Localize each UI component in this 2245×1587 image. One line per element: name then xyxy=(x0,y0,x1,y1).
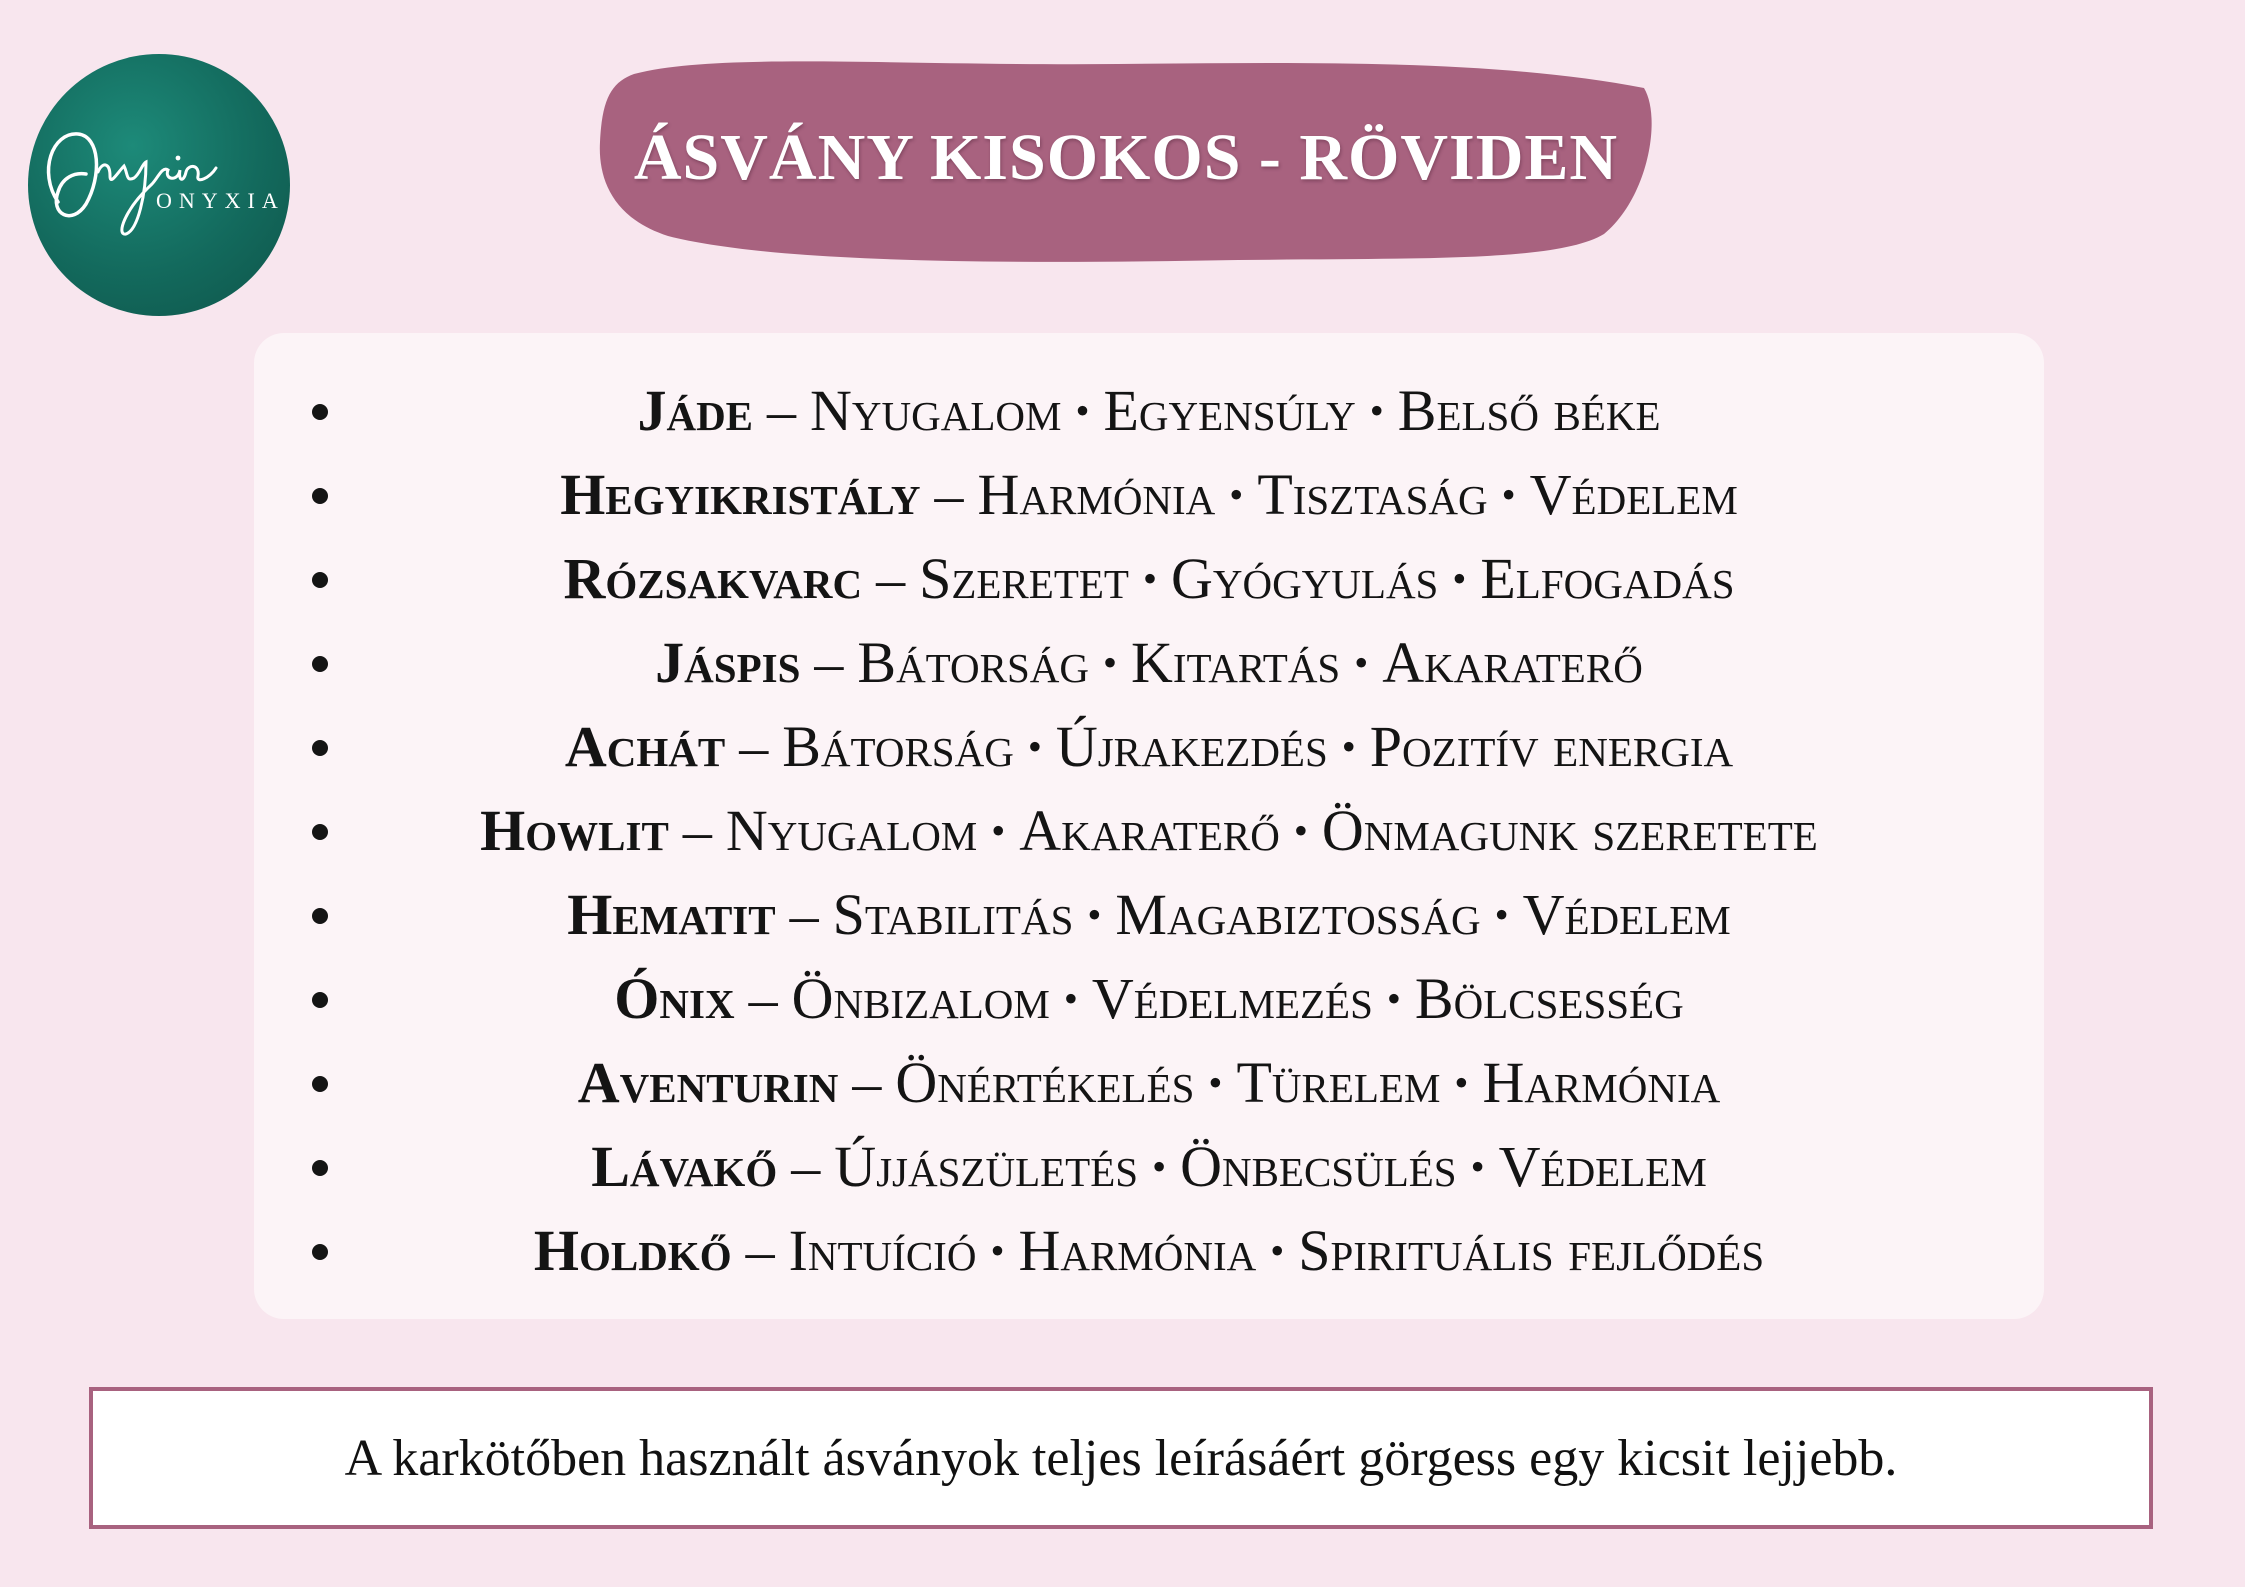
mineral-name: Jáspis xyxy=(655,629,801,695)
dash-separator: – xyxy=(682,797,712,863)
mineral-trait: Stabilitás xyxy=(832,881,1074,947)
mineral-trait: Akaraterő xyxy=(1382,629,1643,695)
trait-dot: • xyxy=(1087,891,1102,937)
mineral-row xyxy=(254,788,2044,872)
logo-subtitle: ONYXIA xyxy=(156,188,285,213)
mineral-trait: Védelem xyxy=(1498,1133,1707,1199)
mineral-name: Rózsakvarc xyxy=(563,545,863,611)
mineral-trait: Védelmezés xyxy=(1091,965,1373,1031)
dash-separator: – xyxy=(745,1217,775,1283)
mineral-name: Hematit xyxy=(567,881,776,947)
bullet-icon xyxy=(312,488,328,504)
trait-dot: • xyxy=(1208,1059,1223,1105)
mineral-trait: Szeretet xyxy=(919,545,1129,611)
mineral-trait: Elfogadás xyxy=(1480,545,1735,611)
trait-dot: • xyxy=(1501,471,1516,517)
trait-dot: • xyxy=(990,1227,1005,1273)
trait-dot: • xyxy=(1229,471,1244,517)
mineral-name: Holdkő xyxy=(533,1217,732,1283)
trait-dot: • xyxy=(1075,387,1090,433)
trait-dot: • xyxy=(1270,1227,1285,1273)
mineral-name: Jáde xyxy=(637,377,754,443)
dash-separator: – xyxy=(748,965,778,1031)
bullet-icon xyxy=(312,656,328,672)
mineral-trait: Bátorság xyxy=(782,713,1014,779)
mineral-trait: Spirituális fejlődés xyxy=(1298,1217,1765,1283)
trait-dot: • xyxy=(991,807,1006,853)
trait-dot: • xyxy=(1341,723,1356,769)
mineral-trait: Türelem xyxy=(1236,1049,1441,1115)
trait-dot: • xyxy=(1142,555,1157,601)
mineral-trait: Újjászületés xyxy=(834,1133,1139,1199)
mineral-trait: Harmónia xyxy=(1018,1217,1257,1283)
mineral-trait: Akaraterő xyxy=(1019,797,1280,863)
mineral-trait: Harmónia xyxy=(977,461,1216,527)
mineral-trait: Nyugalom xyxy=(810,377,1062,443)
mineral-row xyxy=(254,1040,2044,1124)
mineral-row xyxy=(254,536,2044,620)
mineral-trait: Bölcsesség xyxy=(1414,965,1684,1031)
trait-dot: • xyxy=(1063,975,1078,1021)
trait-dot: • xyxy=(1293,807,1308,853)
bullet-icon xyxy=(312,824,328,840)
mineral-trait: Pozitív energia xyxy=(1369,713,1734,779)
mineral-trait: Tisztaság xyxy=(1257,461,1488,527)
mineral-trait: Újrakezdés xyxy=(1055,713,1328,779)
dash-separator: – xyxy=(767,377,797,443)
mineral-name: Howlit xyxy=(480,797,669,863)
trait-dot: • xyxy=(1454,1059,1469,1105)
dash-separator: – xyxy=(739,713,769,779)
mineral-trait: Önértékelés xyxy=(895,1049,1195,1115)
mineral-name: Hegyikristály xyxy=(560,461,921,527)
bullet-icon xyxy=(312,1076,328,1092)
trait-dot: • xyxy=(1027,723,1042,769)
mineral-trait: Intuíció xyxy=(788,1217,977,1283)
mineral-trait: Belső béke xyxy=(1397,377,1661,443)
trait-dot: • xyxy=(1102,639,1117,685)
trait-dot: • xyxy=(1369,387,1384,433)
mineral-name: Lávakő xyxy=(591,1133,778,1199)
mineral-trait: Védelem xyxy=(1522,881,1731,947)
mineral-name: Aventurin xyxy=(577,1049,839,1115)
bullet-icon xyxy=(312,404,328,420)
mineral-trait: Egyensúly xyxy=(1103,377,1356,443)
trait-dot: • xyxy=(1470,1143,1485,1189)
mineral-row xyxy=(254,368,2044,452)
trait-dot: • xyxy=(1386,975,1401,1021)
brand-logo xyxy=(28,54,290,316)
mineral-trait: Nyugalom xyxy=(725,797,978,863)
mineral-row xyxy=(254,452,2044,536)
dash-separator: – xyxy=(814,629,844,695)
mineral-row xyxy=(254,956,2044,1040)
mineral-list xyxy=(254,368,2044,1292)
bullet-icon xyxy=(312,1244,328,1260)
mineral-row xyxy=(254,704,2044,788)
bullet-icon xyxy=(312,572,328,588)
trait-dot: • xyxy=(1152,1143,1167,1189)
mineral-row xyxy=(254,1208,2044,1292)
mineral-trait: Védelem xyxy=(1529,461,1738,527)
footer-note: A karkötőben használt ásványok teljes leírásáért görgess egy kicsit lejjebb. xyxy=(89,1387,2153,1529)
mineral-trait: Önmagunk szeretete xyxy=(1321,797,1818,863)
mineral-trait: Gyógyulás xyxy=(1170,545,1439,611)
mineral-trait: Önbecsülés xyxy=(1180,1133,1457,1199)
mineral-trait: Kitartás xyxy=(1130,629,1341,695)
page-title: ÁSVÁNY KISOKOS - RÖVIDEN xyxy=(633,121,1619,194)
bullet-icon xyxy=(312,992,328,1008)
mineral-trait: Magabiztosság xyxy=(1115,881,1481,947)
dash-separator: – xyxy=(934,461,964,527)
mineral-row xyxy=(254,620,2044,704)
mineral-trait: Önbizalom xyxy=(791,965,1050,1031)
mineral-row xyxy=(254,872,2044,956)
dash-separator: – xyxy=(852,1049,882,1115)
mineral-row xyxy=(254,1124,2044,1208)
bullet-icon xyxy=(312,1160,328,1176)
mineral-name: Achát xyxy=(564,713,726,779)
dash-separator: – xyxy=(876,545,906,611)
mineral-trait: Bátorság xyxy=(857,629,1089,695)
mineral-trait: Harmónia xyxy=(1482,1049,1721,1115)
trait-dot: • xyxy=(1494,891,1509,937)
trait-dot: • xyxy=(1452,555,1467,601)
bullet-icon xyxy=(312,908,328,924)
dash-separator: – xyxy=(791,1133,821,1199)
logo-script-mark xyxy=(28,54,290,316)
bullet-icon xyxy=(312,740,328,756)
mineral-name: Ónix xyxy=(614,965,735,1031)
trait-dot: • xyxy=(1354,639,1369,685)
dash-separator: – xyxy=(789,881,819,947)
